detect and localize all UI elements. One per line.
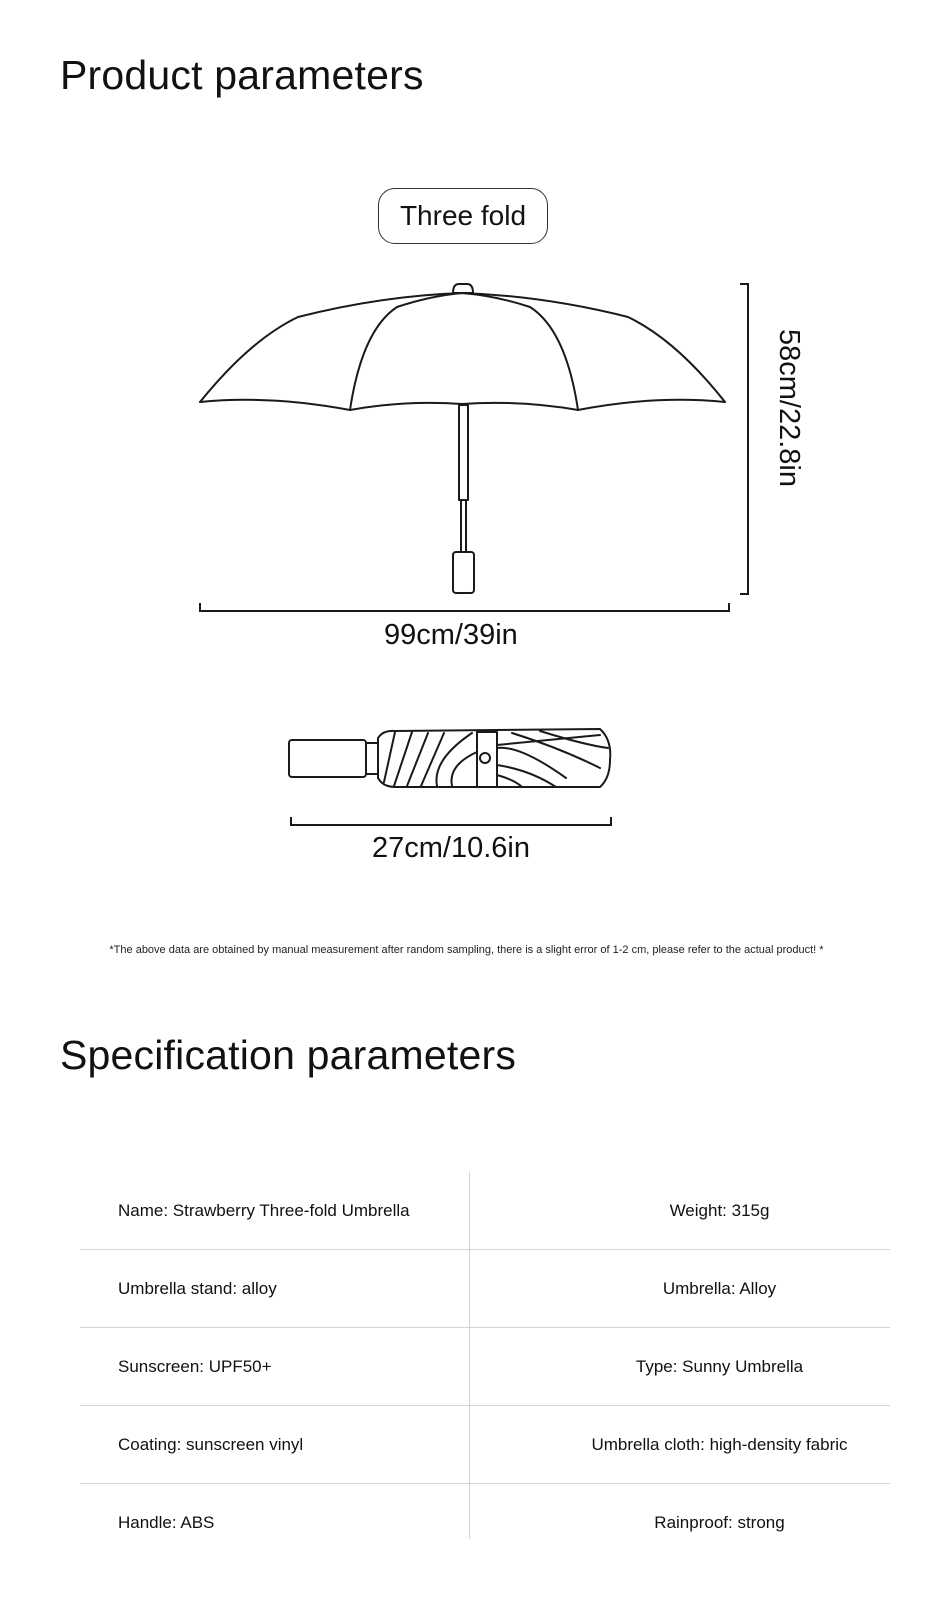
spec-row <box>80 1484 890 1561</box>
folded-umbrella-icon <box>289 729 610 787</box>
product-parameters-heading: Product parameters <box>60 52 424 98</box>
spec-right-value: Umbrella cloth: high-density fabric <box>591 1434 848 1454</box>
spec-table <box>80 1172 890 1561</box>
spec-right-value: Weight: 315g <box>669 1200 770 1220</box>
spec-row <box>80 1328 890 1406</box>
folded-length-label: 27cm/10.6in <box>372 832 530 864</box>
open-height-label: 58cm/22.8in <box>773 329 805 487</box>
measurement-footnote: *The above data are obtained by manual measurement after random sampling, there is a slight error of 1-2 cm, please refer to the actual product! * <box>109 944 824 956</box>
spec-right-value: Umbrella: Alloy <box>662 1278 777 1298</box>
folded-length-dimension-line <box>291 817 611 825</box>
open-umbrella-icon <box>200 284 725 593</box>
fold-type-label: Three fold <box>399 200 527 231</box>
open-width-label: 99cm/39in <box>384 619 518 651</box>
spec-left-value: Handle: ABS <box>118 1512 215 1532</box>
spec-right-value: Type: Sunny Umbrella <box>635 1356 804 1376</box>
spec-left-value: Coating: sunscreen vinyl <box>118 1434 304 1454</box>
spec-right-value: Rainproof: strong <box>654 1512 785 1532</box>
width-dimension-line <box>200 603 729 611</box>
spec-left-value: Name: Strawberry Three-fold Umbrella <box>118 1200 410 1220</box>
height-dimension-line <box>740 284 748 594</box>
spec-left-value: Sunscreen: UPF50+ <box>118 1356 272 1376</box>
spec-left-value: Umbrella stand: alloy <box>118 1278 277 1298</box>
specification-parameters-heading: Specification parameters <box>60 1032 517 1078</box>
spec-row <box>80 1406 890 1484</box>
spec-row <box>80 1172 890 1250</box>
spec-row <box>80 1250 890 1328</box>
